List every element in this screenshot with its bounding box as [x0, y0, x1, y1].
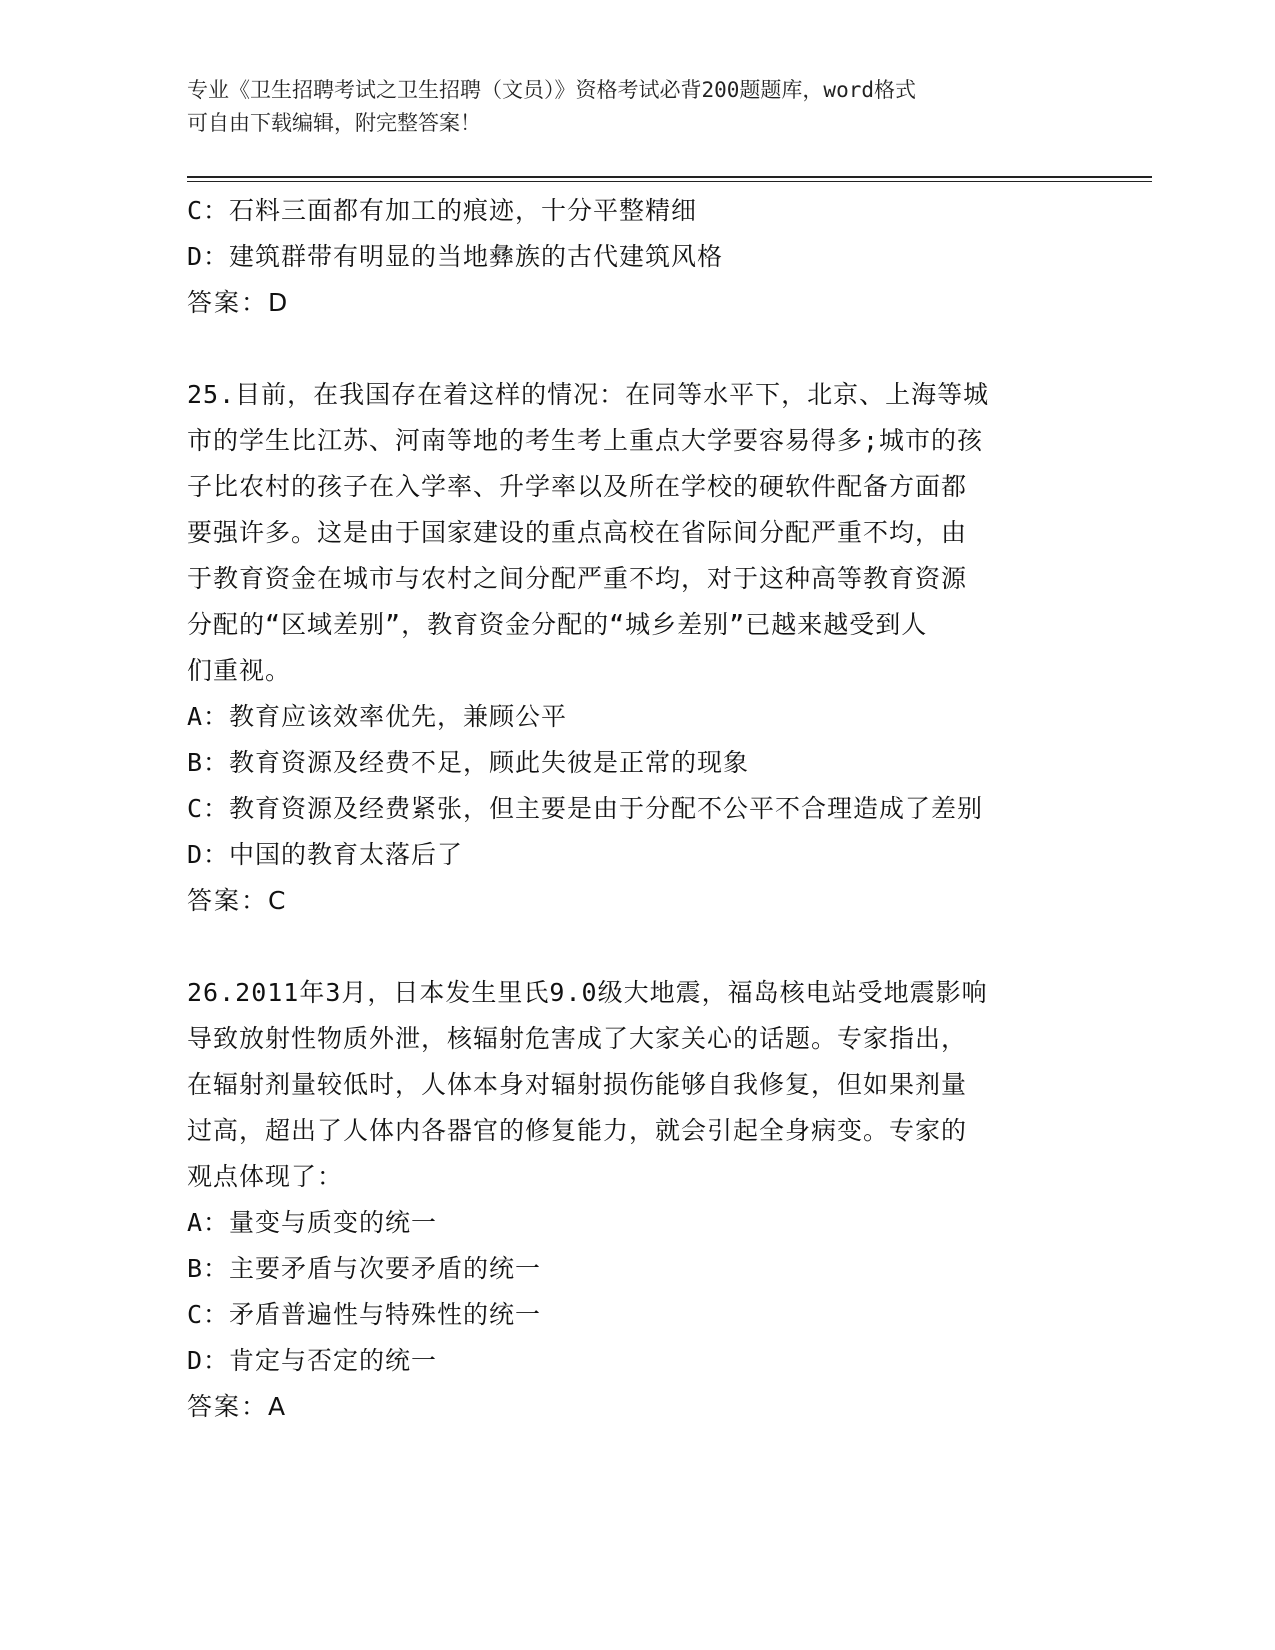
question-text-line: 子比农村的孩子在入学率、升学率以及所在学校的硬软件配备方面都 [187, 472, 968, 501]
question-25 [187, 372, 1087, 924]
answer: 答案：C [187, 886, 288, 915]
question-text-line: 市的学生比江苏、河南等地的考生考上重点大学要容易得多;城市的孩 [187, 426, 984, 455]
option-b: B：教育资源及经费不足，顾此失彼是正常的现象 [187, 748, 750, 777]
question-text-line: 25.目前，在我国存在着这样的情况：在同等水平下，北京、上海等城 [187, 380, 990, 409]
answer: 答案：A [187, 1392, 288, 1421]
option-d: D：建筑群带有明显的当地彝族的古代建筑风格 [187, 242, 724, 271]
question-text-line: 于教育资金在城市与农村之间分配严重不均，对于这种高等教育资源 [187, 564, 968, 593]
question-text-line: 在辐射剂量较低时，人体本身对辐射损伤能够自我修复，但如果剂量 [187, 1070, 968, 1099]
header-rule-thick [187, 176, 1152, 178]
header-line-1: 专业《卫生招聘考试之卫生招聘（文员）》资格考试必背200题题库，word格式 [187, 78, 916, 102]
question-26 [187, 970, 1087, 1430]
document-header [187, 74, 1067, 140]
option-c: C：教育资源及经费紧张，但主要是由于分配不公平不合理造成了差别 [187, 794, 984, 823]
option-d: D：中国的教育太落后了 [187, 840, 464, 869]
option-a: A：量变与质变的统一 [187, 1208, 438, 1237]
option-c: C：石料三面都有加工的痕迹，十分平整精细 [187, 196, 698, 225]
option-b: B：主要矛盾与次要矛盾的统一 [187, 1254, 542, 1283]
answer: 答案：D [187, 288, 290, 317]
option-d: D：肯定与否定的统一 [187, 1346, 438, 1375]
spacer [187, 326, 1087, 372]
option-a: A：教育应该效率优先，兼顾公平 [187, 702, 568, 731]
question-text-line: 观点体现了： [187, 1162, 344, 1191]
question-text-line: 导致放射性物质外泄，核辐射危害成了大家关心的话题。专家指出， [187, 1024, 968, 1053]
question-24-tail [187, 188, 1087, 326]
spacer [187, 924, 1087, 970]
header-rule-thin [187, 181, 1152, 182]
question-text-line: 要强许多。这是由于国家建设的重点高校在省际间分配严重不均，由 [187, 518, 968, 547]
header-line-2: 可自由下载编辑，附完整答案！ [187, 111, 481, 135]
question-text-line: 26.2011年3月，日本发生里氏9.0级大地震，福岛核电站受地震影响 [187, 978, 988, 1007]
document-body [187, 188, 1087, 1430]
question-text-line: 过高，超出了人体内各器官的修复能力，就会引起全身病变。专家的 [187, 1116, 968, 1145]
question-text-line: 分配的“区域差别”，教育资金分配的“城乡差别”已越来越受到人 [187, 610, 928, 639]
question-text-line: 们重视。 [187, 656, 292, 685]
option-c: C：矛盾普遍性与特殊性的统一 [187, 1300, 542, 1329]
